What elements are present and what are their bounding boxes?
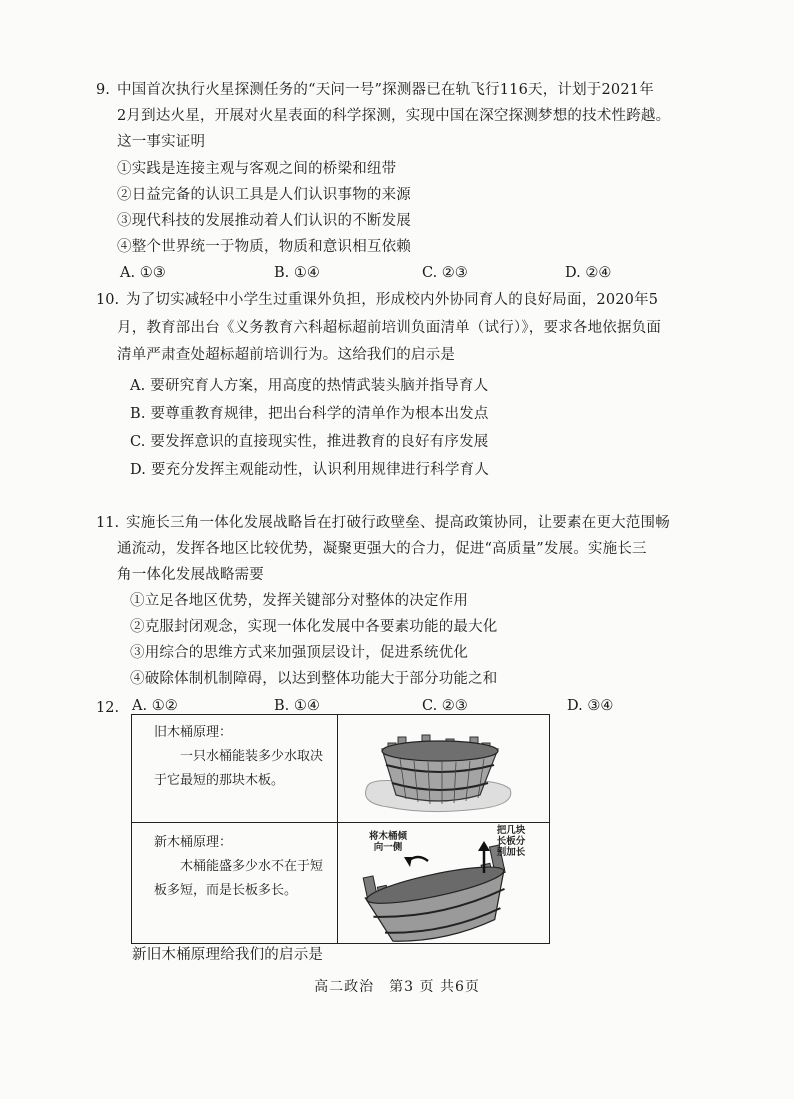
- question-11-item-1: ①立足各地区优势，发挥关键部分对整体的决定作用: [130, 593, 469, 609]
- old-barrel-image-cell: [338, 715, 550, 823]
- extend-label: 把几块长板分别加长: [496, 825, 526, 858]
- question-10-number: 10.: [96, 292, 120, 308]
- question-12-number: 12.: [96, 700, 120, 716]
- question-9-stem-line-3: 这一事实证明: [117, 134, 206, 150]
- question-10-option-c[interactable]: C. 要发挥意识的直接现实性，推进教育的良好有序发展: [130, 434, 489, 450]
- option-a[interactable]: A. ①③: [120, 265, 166, 281]
- question-9-stem-line-1: 中国首次执行火星探测任务的“天问一号”探测器已在轨飞行116天，计划于2021年: [117, 82, 654, 98]
- option-a[interactable]: A. ①②: [132, 698, 178, 714]
- page-footer: 高二政治 第3 页 共6页: [314, 979, 480, 995]
- question-9-item-3: ③现代科技的发展推动着人们认识的不断发展: [117, 213, 411, 229]
- new-principle-title: 新木桶原理：: [154, 835, 233, 850]
- question-11-item-3: ③用综合的思维方式来加强顶层设计，促进系统优化: [130, 645, 469, 661]
- option-b[interactable]: B. ①④: [274, 265, 320, 281]
- new-barrel-image-cell: [338, 823, 550, 944]
- old-barrel-illustration: [338, 715, 548, 821]
- old-principle-title: 旧木桶原理：: [154, 725, 233, 740]
- question-11-stem-line-2: 通流动，发挥各地区比较优势，凝聚更强大的合力，促进“高质量”发展。实施长三: [117, 541, 647, 557]
- question-9-number: 9.: [96, 82, 110, 98]
- question-11-item-4: ④破除体制机制障碍，以达到整体功能大于部分功能之和: [130, 671, 498, 687]
- option-b[interactable]: B. ①④: [274, 698, 320, 714]
- option-c[interactable]: C. ②③: [422, 265, 468, 281]
- question-9-stem-line-2: 2月到达火星，开展对火星表面的科学探测，实现中国在深空探测梦想的技术性跨越。: [117, 108, 671, 124]
- option-c[interactable]: C. ②③: [422, 698, 468, 714]
- question-9-item-4: ④整个世界统一于物质，物质和意识相互依赖: [117, 239, 411, 255]
- question-11-stem-line-3: 角一体化发展战略需要: [117, 567, 264, 583]
- new-principle-text-cell: [132, 823, 338, 944]
- question-9-item-1: ①实践是连接主观与客观之间的桥梁和纽带: [117, 161, 397, 177]
- old-principle-text-cell: [132, 715, 338, 823]
- question-11-number: 11.: [96, 515, 120, 531]
- question-9-item-2: ②日益完备的认识工具是人们认识事物的来源: [117, 187, 411, 203]
- option-d[interactable]: D. ③④: [567, 698, 614, 714]
- question-10-option-b[interactable]: B. 要尊重教育规律，把出台科学的清单作为根本出发点: [130, 406, 489, 422]
- question-11-item-2: ②克服封闭观念，实现一体化发展中各要素功能的最大化: [130, 619, 498, 635]
- question-11-stem-line-1: 实施长三角一体化发展战略旨在打破行政壁垒、提高政策协同，让要素在更大范围畅: [126, 515, 670, 531]
- option-d[interactable]: D. ②④: [565, 265, 612, 281]
- question-10-stem-line-1: 为了切实减轻中小学生过重课外负担，形成校内外协同育人的良好局面，2020年5: [126, 292, 659, 308]
- question-10-option-d[interactable]: D. 要充分发挥主观能动性，认识利用规律进行科学育人: [130, 462, 490, 478]
- old-principle-body: 一只水桶能装多少水取决于它最短的那块木板。: [154, 749, 324, 788]
- barrel-principle-table: [131, 714, 550, 944]
- question-10-stem-line-2: 月，教育部出台《义务教育六科超标超前培训负面清单（试行）》，要求各地依据负面: [117, 320, 662, 336]
- new-principle-body: 木桶能盛多少水不在于短板多短，而是长板多长。: [154, 859, 324, 898]
- question-10-option-a[interactable]: A. 要研究育人方案，用高度的热情武装头脑并指导育人: [130, 378, 489, 394]
- question-10-stem-line-3: 清单严肃查处超标超前培训行为。这给我们的启示是: [117, 347, 456, 363]
- question-12-stem: 新旧木桶原理给我们的启示是: [132, 947, 324, 963]
- tilt-label: 将木桶倾向一侧: [368, 831, 407, 853]
